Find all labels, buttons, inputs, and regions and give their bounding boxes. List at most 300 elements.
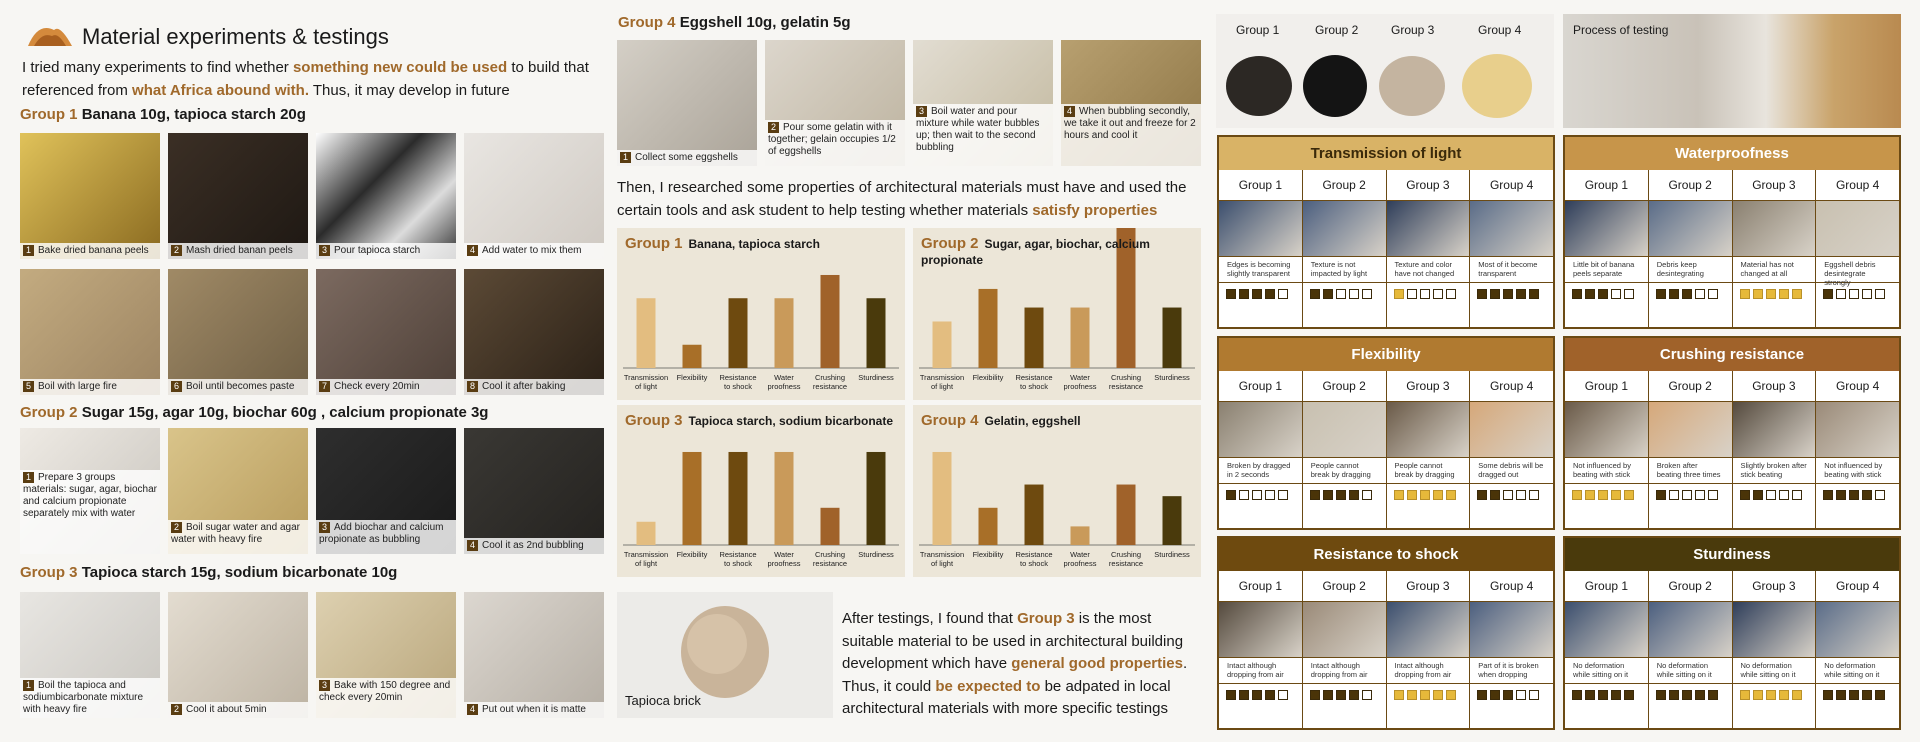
cell-group: Group 3 <box>1733 371 1816 402</box>
step-caption <box>20 243 160 259</box>
rating-square <box>1349 490 1359 500</box>
property-panel <box>1217 135 1555 329</box>
cell-description: Not influenced by beating with stick <box>1565 458 1648 484</box>
cell-description: People cannot break by dragging <box>1303 458 1386 484</box>
property-cell <box>1565 371 1648 528</box>
step-number: 4 <box>1064 106 1075 117</box>
step-text: Bake with 150 degree and check every 20min <box>319 680 451 704</box>
rating-square <box>1490 490 1500 500</box>
rating-square <box>1792 490 1802 500</box>
step-text: Mash dried banan peels <box>186 245 293 256</box>
test-photo <box>1303 402 1386 458</box>
property-cell <box>1386 371 1470 528</box>
step-text: Pour some gelatin with it together; gelain occupies 1/2 of eggshells <box>768 122 896 158</box>
rating-square <box>1766 289 1776 299</box>
rating-square <box>1503 289 1513 299</box>
tick-label: Flexibility <box>676 373 708 382</box>
property-cell <box>1565 571 1648 728</box>
rating <box>1470 484 1553 506</box>
rating-square <box>1779 289 1789 299</box>
rating-square <box>1656 289 1666 299</box>
test-photo <box>1816 201 1899 257</box>
rating-square <box>1252 490 1262 500</box>
rating-square <box>1407 490 1417 500</box>
rating-square <box>1766 490 1776 500</box>
step-number: 3 <box>916 106 927 117</box>
test-photo <box>1303 201 1386 257</box>
property-cell <box>1815 170 1899 327</box>
rating-square <box>1239 490 1249 500</box>
rating <box>1219 684 1302 706</box>
test-photo <box>1565 201 1648 257</box>
rating-square <box>1708 490 1718 500</box>
rating-square <box>1226 289 1236 299</box>
bar-3 <box>729 298 748 368</box>
test-photo <box>1816 602 1899 658</box>
sample-label-3: Group 3 <box>1391 23 1435 37</box>
rating-square <box>1766 690 1776 700</box>
group4-step-photo <box>617 40 757 166</box>
page-title: Material experiments & testings <box>82 24 389 49</box>
rating <box>1649 484 1732 506</box>
rating-square <box>1792 289 1802 299</box>
rating-square <box>1624 289 1634 299</box>
tick-label: Crushing resistance <box>1108 550 1144 568</box>
group4-step-photo <box>913 40 1053 166</box>
rating-square <box>1529 690 1539 700</box>
step-number: 3 <box>319 522 330 533</box>
chart-group: Group 4 <box>921 412 979 429</box>
rating-square <box>1875 289 1885 299</box>
bar-3 <box>1025 308 1044 368</box>
tapioca-brick-photo <box>617 592 833 718</box>
rating-square <box>1420 490 1430 500</box>
test-photo <box>1303 602 1386 658</box>
rating-square <box>1611 490 1621 500</box>
group3-step-photo <box>168 592 308 718</box>
rating-square <box>1823 289 1833 299</box>
step-caption <box>168 379 308 395</box>
cell-description: No deformation while sitting on it <box>1816 658 1899 684</box>
cell-description: No deformation while sitting on it <box>1649 658 1732 684</box>
rating-square <box>1656 690 1666 700</box>
rating-square <box>1446 490 1456 500</box>
step-caption <box>464 379 604 395</box>
rating-square <box>1585 690 1595 700</box>
step-text: Put out when it is matte <box>482 704 586 715</box>
property-cell <box>1732 571 1816 728</box>
rating-square <box>1446 289 1456 299</box>
rating-square <box>1407 690 1417 700</box>
step-caption <box>464 243 604 259</box>
chart-title <box>921 413 1193 429</box>
rating-square <box>1611 289 1621 299</box>
test-photo <box>1565 402 1648 458</box>
chart-group: Group 2 <box>921 235 979 252</box>
property-title: Flexibility <box>1219 338 1553 371</box>
bar-1 <box>637 522 656 545</box>
cell-description: People cannot break by dragging <box>1387 458 1470 484</box>
rating-square <box>1239 690 1249 700</box>
rating <box>1303 684 1386 706</box>
chart-svg <box>913 405 1201 577</box>
bar-4 <box>775 452 794 545</box>
rating-square <box>1433 690 1443 700</box>
property-panel <box>1563 536 1901 730</box>
rating-square <box>1849 289 1859 299</box>
bar-5 <box>821 508 840 545</box>
chart-title <box>625 236 897 252</box>
rating-square <box>1682 289 1692 299</box>
step-caption <box>20 470 160 554</box>
test-photo <box>1470 602 1553 658</box>
rating-square <box>1349 289 1359 299</box>
rating-square <box>1792 690 1802 700</box>
tick-label: Sturdiness <box>1154 373 1190 382</box>
cell-group: Group 3 <box>1387 170 1470 201</box>
rating-square <box>1740 490 1750 500</box>
rating-square <box>1336 289 1346 299</box>
tick-label: Sturdiness <box>1154 550 1190 559</box>
bar-5 <box>821 275 840 368</box>
step-text: Collect some eggshells <box>635 152 738 163</box>
step-text: Boil the tapioca and sodiumbicarbonate mixture with heavy fire <box>23 680 144 716</box>
cell-group: Group 4 <box>1470 571 1553 602</box>
test-photo <box>1387 402 1470 458</box>
cell-description: Edges is becoming slightly transparent <box>1219 257 1302 283</box>
step-caption <box>168 243 308 259</box>
rating <box>1733 484 1816 506</box>
cell-group: Group 2 <box>1649 571 1732 602</box>
test-photo <box>1649 402 1732 458</box>
tick-label: Transmission of light <box>623 373 669 391</box>
tick-label: Water proofness <box>1063 550 1097 568</box>
tick-label: Resistance to shock <box>719 550 757 568</box>
group2-step-photo <box>168 428 308 554</box>
step-caption <box>464 702 604 718</box>
cell-description: No deformation while sitting on it <box>1565 658 1648 684</box>
group1-step-photo <box>20 269 160 395</box>
rating-square <box>1420 289 1430 299</box>
test-photo <box>1219 602 1302 658</box>
process-label: Process of testing <box>1573 23 1669 37</box>
cell-group: Group 1 <box>1565 170 1648 201</box>
rating-square <box>1516 690 1526 700</box>
step-number: 1 <box>23 245 34 256</box>
property-cell <box>1302 170 1386 327</box>
step-text: Pour tapioca starch <box>334 245 421 256</box>
rating-square <box>1708 690 1718 700</box>
bar-2 <box>979 508 998 545</box>
step-number: 7 <box>319 381 330 392</box>
rating-square <box>1433 490 1443 500</box>
tick-label: Flexibility <box>972 373 1004 382</box>
cell-group: Group 2 <box>1303 571 1386 602</box>
cell-group: Group 1 <box>1219 371 1302 402</box>
property-cell <box>1648 571 1732 728</box>
research-text: Then, I researched some properties of architectural materials must have and used the certain tools and ask student to help testing whether materials satisfy properties <box>617 179 1187 219</box>
cell-description: Part of it is broken when dropping <box>1470 658 1553 684</box>
chart-title <box>921 236 1193 268</box>
step-text: Prepare 3 groups materials: sugar, agar, biochar and calcium propionate separately mix with water <box>23 472 157 520</box>
bar-2 <box>683 452 702 545</box>
step-text: Boil water and pour mixture while water bubbles up; then wait to the second bubbling <box>916 106 1040 154</box>
step-text: Cool it as 2nd bubbling <box>482 540 584 551</box>
cell-description: Some debris will be dragged out <box>1470 458 1553 484</box>
rating-square <box>1323 690 1333 700</box>
rating-square <box>1836 690 1846 700</box>
rating-square <box>1753 690 1763 700</box>
rating-square <box>1310 490 1320 500</box>
rating-square <box>1669 690 1679 700</box>
property-title: Transmission of light <box>1219 137 1553 170</box>
rating <box>1565 684 1648 706</box>
step-number: 4 <box>467 540 478 551</box>
cell-description: Slightly broken after stick beating <box>1733 458 1816 484</box>
bar-6 <box>1163 496 1182 545</box>
step-caption <box>20 379 160 395</box>
property-cell <box>1565 170 1648 327</box>
step-number: 1 <box>620 152 631 163</box>
rating-square <box>1611 690 1621 700</box>
rating-square <box>1490 289 1500 299</box>
test-photo <box>1470 201 1553 257</box>
property-cell <box>1386 170 1470 327</box>
rating-square <box>1477 690 1487 700</box>
step-text: When bubbling secondly, we take it out and freeze for 2 hours and cool it <box>1064 106 1196 142</box>
property-cell <box>1302 571 1386 728</box>
step-text: Add biochar and calcium propionate as bubbling <box>319 522 444 546</box>
bar-6 <box>1163 308 1182 368</box>
chart-svg <box>617 405 905 577</box>
rating-square <box>1779 690 1789 700</box>
rating <box>1219 484 1302 506</box>
bar-5 <box>1117 485 1136 545</box>
rating <box>1649 684 1732 706</box>
property-title: Resistance to shock <box>1219 538 1553 571</box>
rating-square <box>1875 690 1885 700</box>
step-caption <box>168 520 308 554</box>
tick-label: Flexibility <box>676 550 708 559</box>
bar-6 <box>867 298 886 368</box>
rating-square <box>1849 490 1859 500</box>
rating-square <box>1529 490 1539 500</box>
rating <box>1387 484 1470 506</box>
rating-square <box>1420 690 1430 700</box>
group4-step-photo <box>765 40 905 166</box>
step-number: 5 <box>23 381 34 392</box>
step-text: Boil sugar water and agar water with heavy fire <box>171 522 300 546</box>
rating-square <box>1669 490 1679 500</box>
rating-square <box>1252 690 1262 700</box>
cell-description: Debris keep desintegrating <box>1649 257 1732 283</box>
rating-square <box>1598 490 1608 500</box>
group1-heading: Group 1 Banana 10g, tapioca starch 20g <box>20 106 306 123</box>
rating-square <box>1695 490 1705 500</box>
step-number: 6 <box>171 381 182 392</box>
rating-square <box>1695 289 1705 299</box>
cell-group: Group 2 <box>1649 371 1732 402</box>
tick-label: Transmission of light <box>919 550 965 568</box>
tick-label: Sturdiness <box>858 373 894 382</box>
cell-group: Group 3 <box>1733 170 1816 201</box>
cell-group: Group 3 <box>1733 571 1816 602</box>
group1-step-photo <box>464 133 604 259</box>
step-number: 1 <box>23 680 34 691</box>
rating-square <box>1656 490 1666 500</box>
rating-square <box>1362 690 1372 700</box>
property-cell <box>1219 170 1302 327</box>
sample-label-4: Group 4 <box>1478 23 1522 37</box>
tick-label: Resistance to shock <box>1015 550 1053 568</box>
rating-square <box>1278 690 1288 700</box>
rating <box>1816 684 1899 706</box>
rating-square <box>1849 690 1859 700</box>
tick-label: Flexibility <box>972 550 1004 559</box>
property-cell <box>1469 170 1553 327</box>
cell-description: Intact although dropping from air <box>1303 658 1386 684</box>
rating <box>1470 283 1553 305</box>
chart-group: Group 1 <box>625 235 683 252</box>
property-cell <box>1386 571 1470 728</box>
property-cell <box>1732 371 1816 528</box>
rating-square <box>1753 490 1763 500</box>
bar-4 <box>1071 526 1090 545</box>
step-caption <box>1061 104 1201 166</box>
property-title: Sturdiness <box>1565 538 1899 571</box>
cell-description: Texture and color have not changed <box>1387 257 1470 283</box>
test-photo <box>1387 602 1470 658</box>
property-cell <box>1469 371 1553 528</box>
intro-text: I tried many experiments to find whether something new could be used to build that referenced from what Africa abound with. Thus, it may develop in future <box>22 59 589 99</box>
group1-step-photo <box>316 133 456 259</box>
step-number: 3 <box>319 680 330 691</box>
group1-step-photo <box>168 133 308 259</box>
property-panel <box>1563 336 1901 530</box>
bar-2 <box>979 289 998 368</box>
rating-square <box>1433 289 1443 299</box>
rating-square <box>1477 490 1487 500</box>
rating-square <box>1585 289 1595 299</box>
step-caption <box>20 678 160 718</box>
rating-square <box>1598 289 1608 299</box>
step-number: 2 <box>171 522 182 533</box>
step-caption <box>617 150 757 166</box>
bar-chart-1 <box>617 228 905 400</box>
rating-square <box>1362 490 1372 500</box>
rating-square <box>1708 289 1718 299</box>
rating-square <box>1572 690 1582 700</box>
step-number: 8 <box>467 381 478 392</box>
cell-description: Not influenced by beating with stick <box>1816 458 1899 484</box>
step-caption <box>464 538 604 554</box>
group3-heading: Group 3 Tapioca starch 15g, sodium bicarbonate 10g <box>20 564 398 581</box>
cell-description: Intact although dropping from air <box>1219 658 1302 684</box>
cell-description: Texture is not impacted by light <box>1303 257 1386 283</box>
bar-chart-4 <box>913 405 1201 577</box>
cell-description: Eggshell debris desintegrate strongly <box>1816 257 1899 283</box>
rating-square <box>1323 289 1333 299</box>
rating <box>1470 684 1553 706</box>
test-photo <box>1387 201 1470 257</box>
step-caption <box>913 104 1053 166</box>
chart-group: Group 3 <box>625 412 683 429</box>
property-panel <box>1217 536 1555 730</box>
step-number: 2 <box>768 122 779 133</box>
property-cell <box>1648 371 1732 528</box>
test-photo <box>1733 602 1816 658</box>
rating-square <box>1779 490 1789 500</box>
rating-square <box>1529 289 1539 299</box>
chart-svg <box>617 228 905 400</box>
rating-square <box>1740 289 1750 299</box>
tick-label: Transmission of light <box>623 550 669 568</box>
tick-label: Resistance to shock <box>1015 373 1053 391</box>
step-caption <box>168 702 308 718</box>
step-text: Add water to mix them <box>482 245 582 256</box>
property-cell <box>1732 170 1816 327</box>
group3-step-photo <box>316 592 456 718</box>
rating-square <box>1226 490 1236 500</box>
step-text: Boil with large fire <box>38 381 117 392</box>
property-cell <box>1302 371 1386 528</box>
cell-group: Group 1 <box>1565 571 1648 602</box>
step-caption <box>765 120 905 166</box>
rating-square <box>1572 289 1582 299</box>
rating-square <box>1682 690 1692 700</box>
cell-group: Group 4 <box>1816 170 1899 201</box>
property-title: Waterproofness <box>1565 137 1899 170</box>
rating-square <box>1862 289 1872 299</box>
cell-description: Broken by dragged in 2 seconds <box>1219 458 1302 484</box>
step-number: 4 <box>467 245 478 256</box>
rating-square <box>1598 690 1608 700</box>
rating-square <box>1265 690 1275 700</box>
group3-step-photo <box>20 592 160 718</box>
rating-square <box>1572 490 1582 500</box>
group2-step-photo <box>316 428 456 554</box>
rating-square <box>1516 490 1526 500</box>
conclusion-text: After testings, I found that Group 3 is the most suitable material to be used in architectural building development which have general good properties. Thus, it could be expected to be adpated in local architectural materials with more specific testings <box>842 610 1188 717</box>
group4-heading: Group 4 Eggshell 10g, gelatin 5g <box>618 14 851 31</box>
tick-label: Transmission of light <box>919 373 965 391</box>
step-caption <box>316 678 456 718</box>
tick-label: Crushing resistance <box>812 373 848 391</box>
step-caption <box>316 379 456 395</box>
test-photo <box>1733 402 1816 458</box>
bar-4 <box>775 298 794 368</box>
rating-square <box>1503 490 1513 500</box>
chart-subtitle: Banana, tapioca starch <box>688 237 820 251</box>
tick-label: Water proofness <box>767 373 801 391</box>
cell-group: Group 4 <box>1816 371 1899 402</box>
rating <box>1816 484 1899 506</box>
rating-square <box>1265 289 1275 299</box>
rating-square <box>1740 690 1750 700</box>
tick-label: Water proofness <box>1063 373 1097 391</box>
test-photo <box>1565 602 1648 658</box>
cell-description: Little bit of banana peels separate <box>1565 257 1648 283</box>
property-cell <box>1219 571 1302 728</box>
step-caption <box>316 520 456 554</box>
sample-label-2: Group 2 <box>1315 23 1359 37</box>
test-photo <box>1470 402 1553 458</box>
rating-square <box>1349 690 1359 700</box>
group1-step-photo <box>316 269 456 395</box>
property-cell <box>1815 571 1899 728</box>
cell-group: Group 2 <box>1649 170 1732 201</box>
property-cell <box>1219 371 1302 528</box>
